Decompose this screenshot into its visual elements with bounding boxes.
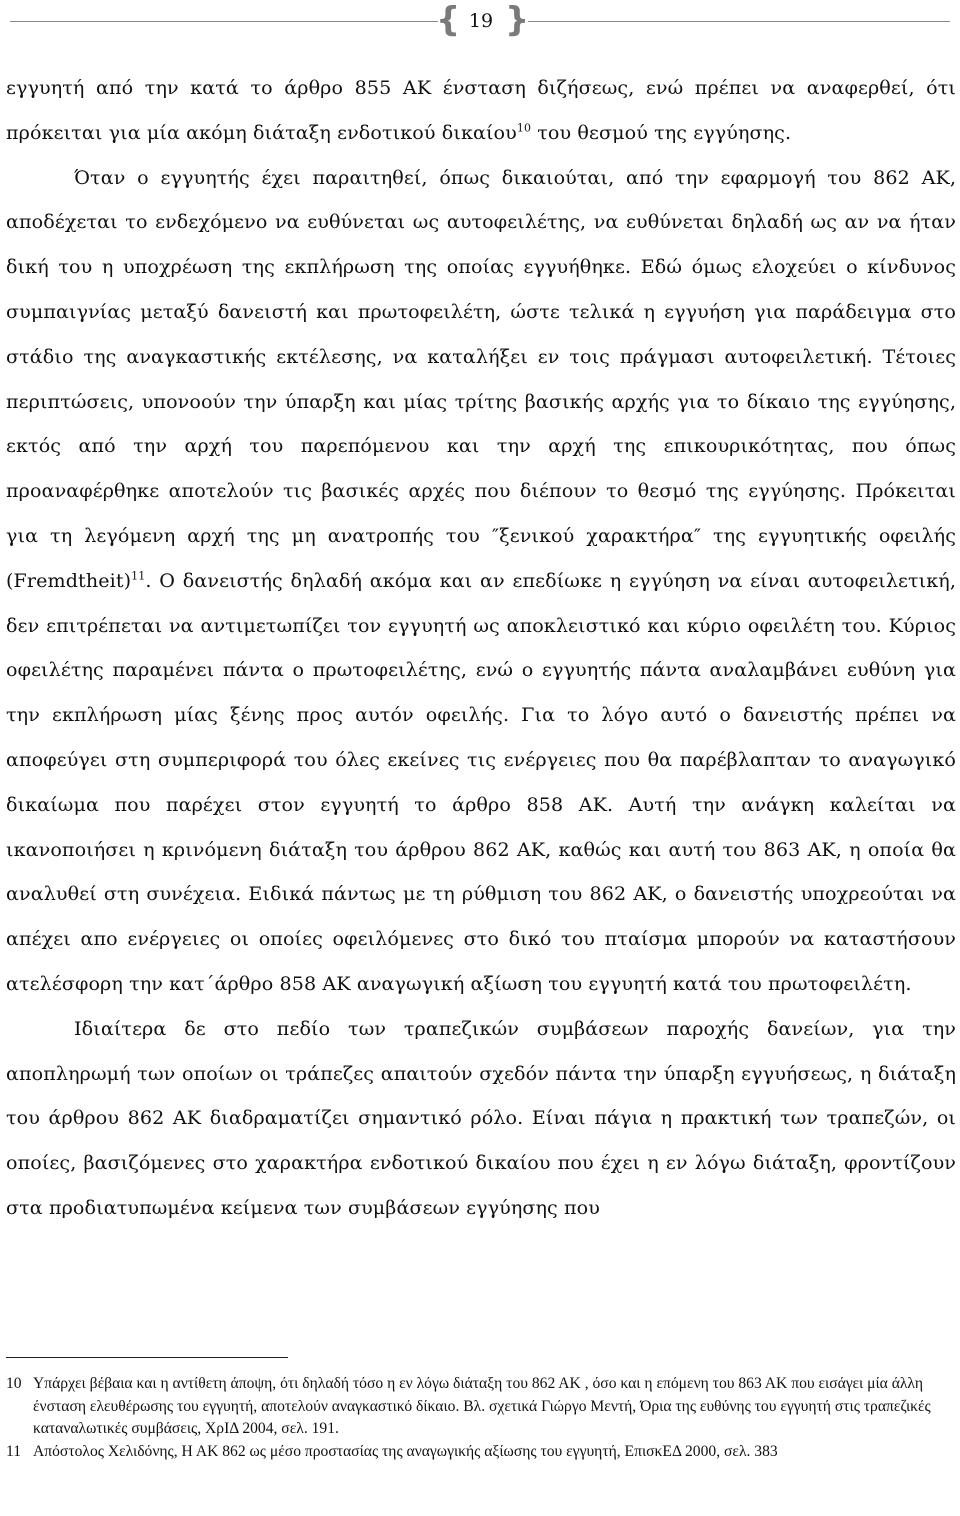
footnote-text: Απόστολος Χελιδόνης, Η ΑΚ 862 ως μέσο προστασίας της αναγωγικής αξίωσης του εγγυητή, ΕπισκΕΔ 2000, σελ. 383 xyxy=(33,1442,778,1460)
paragraph xyxy=(6,1007,956,1231)
footnote-separator xyxy=(6,1357,288,1358)
footnote-number: 11 xyxy=(6,1442,22,1460)
paragraph-text: . Ο δανειστής δηλαδή ακόμα και αν επεδίωκε η εγγύηση να είναι αυτοφειλετική, δεν επιτρέπεται να αντιμετωπίζει τον εγγυητή ως αποκλειστικό και κύριο οφειλέτη του. Κύριος οφειλέτης παραμένει πάντα ο πρωτοφειλέτης, ενώ ο εγγυητής πάντα αναλαμβάνει ευθύνη για την εκπλήρωση μίας ξένης προς αυτόν οφειλής. Για το λόγο αυτό ο δανειστής πρέπει να αποφεύγει στη συμπεριφορά του όλες εκείνες τις ενέργειες που θα παρέβλαπταν το αναγωγικό δικαίωμα που παρέχει στον εγγυητή το άρθρο 858 ΑΚ. Αυτή την ανάγκη καλείται να ικανοποιήσει η κρινόμενη διάταξη του άρθρου 862 ΑΚ, καθώς και αυτή του 863 ΑΚ, η οποία θα αναλυθεί στη συνέχεια. Ειδικά πάντως με τη ρύθμιση του 862 ΑΚ, ο δανειστής υποχρεούται να απέχει απο ενέργειες οι οποίες οφειλόμενες στο δικό του πταίσμα μπορούν να καταστήσουν ατελέσφορη την κατ΄άρθρο 858 ΑΚ αναγωγική αξίωση του εγγυητή κατά του πρωτοφειλέτη. xyxy=(6,568,956,995)
footnote xyxy=(6,1373,936,1441)
paragraph-text: Όταν ο εγγυητής έχει παραιτηθεί, όπως δικαιούται, από την εφαρμογή του 862 ΑΚ, αποδέχεται το ενδεχόμενο να ευθύνεται ως αυτοφειλέτης, να ευθύνεται δηλαδή ως αν να ήταν δική του η υποχρέωση της εκπλήρωση της οποίας εγγυήθηκε. Εδώ όμως ελοχεύει ο κίνδυνος συμπαιγνίας μεταξύ δανειστή και πρωτοφειλέτη, ώστε τελικά η εγγυήση για παράδειγμα στο στάδιο της αναγκαστικής εκτέλεσης, να καταλήξει εν τοις πράγμασι αυτοφειλετική. Τέτοιες περιπτώσεις, υπονοούν την ύπαρξη και μίας τρίτης βασικής αρχής για το δίκαιο της εγγύησης, εκτός από την αρχή του παρεπόμενου και την αρχή της επικουρικότητας, που όπως προαναφέρθηκε αποτελούν τις βασικές αρχές που διέπουν το θεσμό της εγγύησης. Πρόκειται για τη λεγόμενη αρχή της μη ανατροπής του ″ξενικού χαρακτήρα″ της εγγυητικής οφειλής (Fremdtheit) xyxy=(6,165,956,592)
header-rule-left xyxy=(10,21,438,22)
paragraph xyxy=(6,156,956,1007)
footnote-text: Υπάρχει βέβαια και η αντίθετη άποψη, ότι δηλαδή τόσο η εν λόγω διάταξη του 862 ΑΚ , όσο και η επόμενη του 863 ΑΚ που εισάγει μία άλλη ένσταση ελευθέρωσης του εγγυητή, αποτελούν αναγκαστικό δίκαιο. Βλ. σχετικά Γιώργο Μεντή, Όρια της ευθύνης του εγγυητή στις τραπεζικές καταναλωτικές συμβάσεις, ΧρΙΔ 2004, σελ. 191. xyxy=(33,1375,931,1437)
paragraph-text: εγγυητή από την κατά το άρθρο 855 ΑΚ ένσταση διζήσεως, ενώ πρέπει να αναφερθεί, ότι πρόκειται για μία ακόμη διάταξη ενδοτικού δικαίου xyxy=(6,76,956,144)
page-number: 19 xyxy=(468,10,494,32)
footnotes xyxy=(6,1373,936,1463)
paragraph-text: του θεσμού της εγγύησης. xyxy=(531,120,792,144)
footnote-ref: 11 xyxy=(131,569,146,583)
footnote xyxy=(6,1441,936,1464)
body-text xyxy=(6,66,956,1231)
footnote-number: 10 xyxy=(6,1375,22,1392)
paragraph-text: Ιδιαίτερα δε στο πεδίο των τραπεζικών συμβάσεων παροχής δανείων, για την αποπληρωμή των οποίων οι τράπεζες απαιτούν σχεδόν πάντα την ύπαρξη εγγυήσεως, η διάταξη του άρθρου 862 ΑΚ διαδραματίζει σημαντικό ρόλο. Είναι πάγια η πρακτική των τραπεζών, οι οποίες, βασιζόμενες στο χαρακτήρα ενδοτικού δικαίου που έχει η εν λόγω διάταξη, φροντίζουν στα προδιατυπωμένα κείμενα των συμβάσεων εγγύησης που xyxy=(6,1016,956,1219)
header-rule-right xyxy=(528,21,950,22)
page-header xyxy=(0,0,960,48)
left-brace-icon: { xyxy=(436,0,461,40)
footnote-ref: 10 xyxy=(516,121,532,135)
paragraph xyxy=(6,66,956,156)
right-brace-icon: } xyxy=(505,0,530,40)
